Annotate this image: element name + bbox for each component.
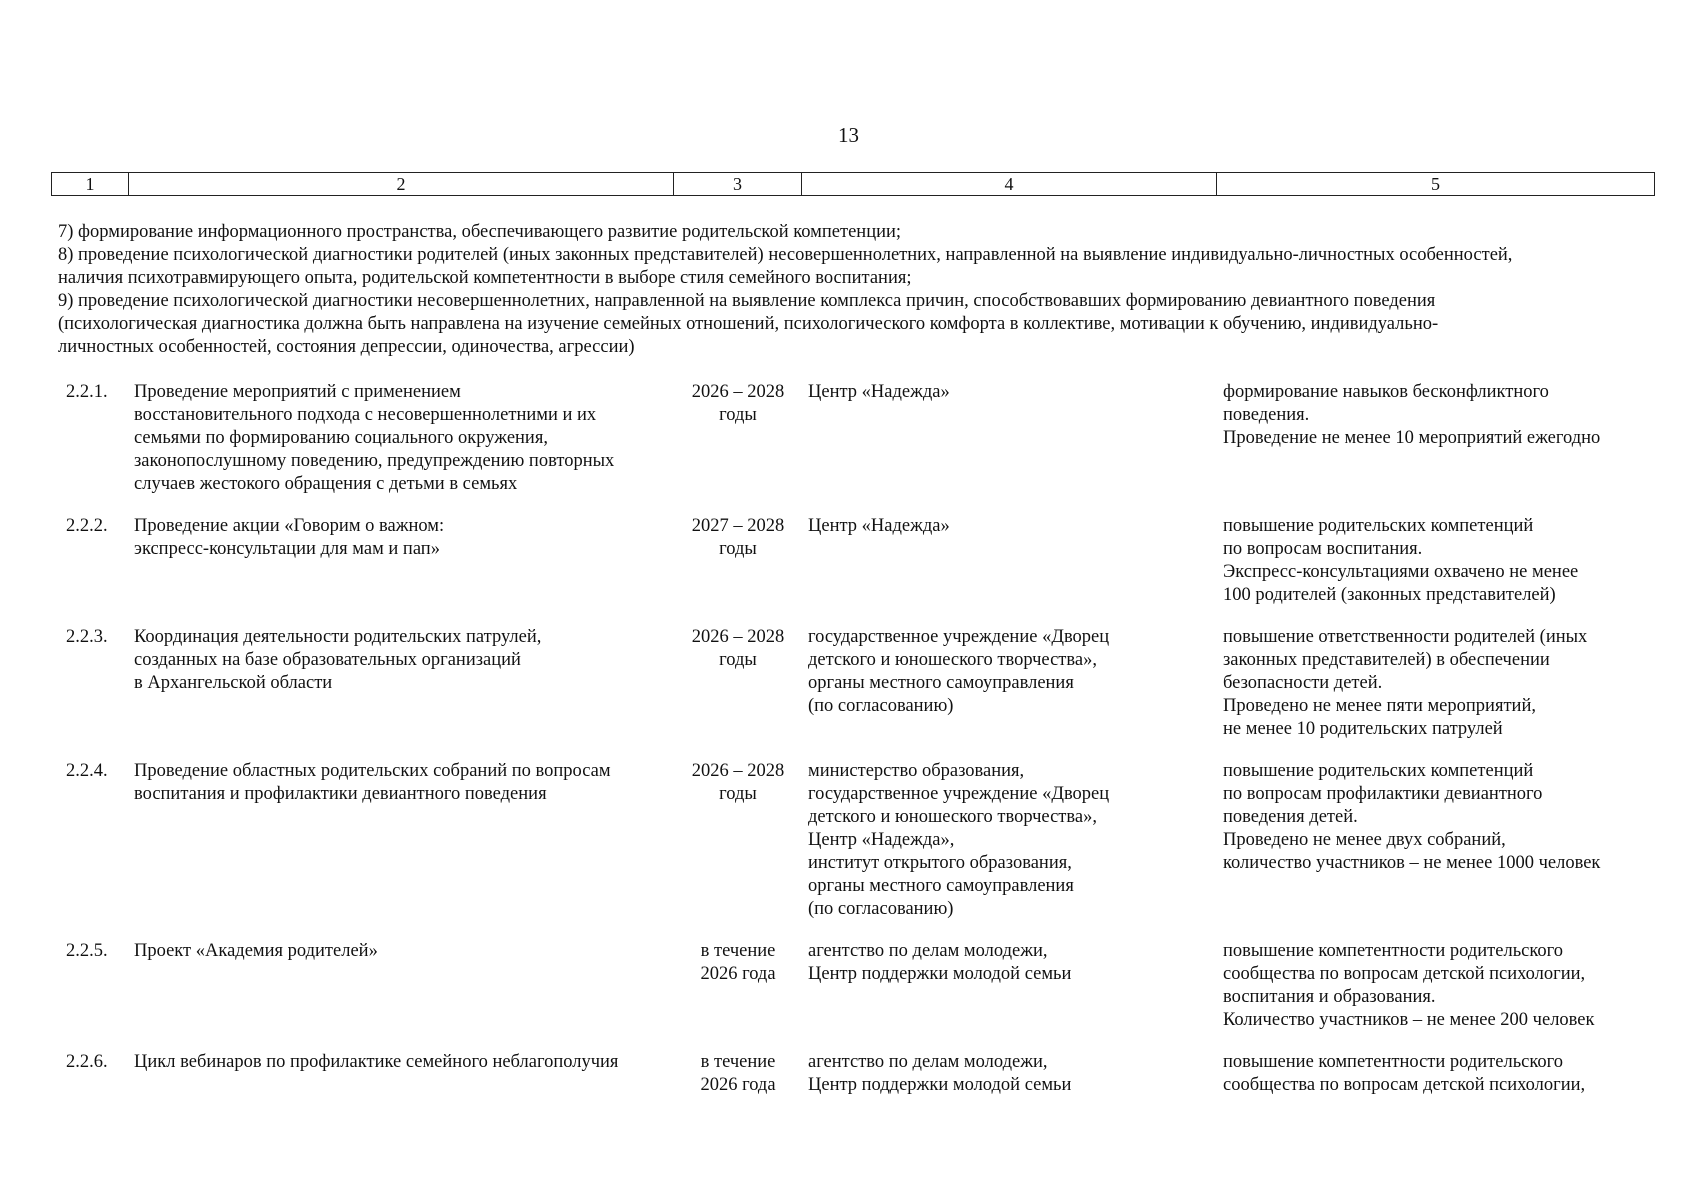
row-result: повышение родительских компетенций по вопросам профилактики девиантного поведения детей. Проведено не менее двух собраний, количество участников – не менее 1000 человек (1223, 761, 1601, 873)
row-activity: Проект «Академия родителей» (134, 941, 378, 961)
table-row (51, 626, 1655, 741)
header-col-3: 3 (674, 173, 802, 195)
row-executor: Центр «Надежда» (808, 516, 950, 536)
table-row (51, 940, 1655, 1032)
row-result: повышение компетентности родительского сообщества по вопросам детской психологии, воспитания и образования. Количество участников – не менее 200 человек (1223, 941, 1595, 1030)
row-executor: Центр «Надежда» (808, 382, 950, 402)
intro-item-7: 7) формирование информационного пространства, обеспечивающего развитие родительской компетенции; (58, 222, 902, 242)
row-period: 2027 – 2028 годы (691, 516, 785, 559)
row-period: 2026 – 2028 годы (691, 382, 785, 425)
row-activity: Цикл вебинаров по профилактике семейного неблагополучия (134, 1052, 619, 1072)
row-period: 2026 – 2028 годы (691, 627, 785, 670)
table-row (51, 381, 1655, 496)
header-col-4: 4 (802, 173, 1217, 195)
table-row (51, 1051, 1655, 1097)
row-executor: министерство образования, государственное учреждение «Дворец детского и юношеского творчества», Центр «Надежда», институт открытого образования, органы местного самоуправления (по согласованию) (808, 761, 1110, 919)
header-col-2: 2 (129, 173, 674, 195)
row-result: повышение компетентности родительского сообщества по вопросам детской психологии, (1223, 1052, 1586, 1095)
row-activity: Проведение акции «Говорим о важном: экспресс-консультации для мам и пап» (134, 516, 445, 559)
row-executor: агентство по делам молодежи, Центр поддержки молодой семьи (808, 941, 1072, 984)
row-executor: агентство по делам молодежи, Центр поддержки молодой семьи (808, 1052, 1072, 1095)
row-result: повышение ответственности родителей (иных законных представителей) в обеспечении безопасности детей. Проведено не менее пяти мероприятий, не менее 10 родительских патрулей (1223, 627, 1588, 739)
row-number: 2.2.3. (66, 627, 108, 647)
page-number: 13 (838, 123, 859, 147)
intro-item-8: 8) проведение психологической диагностики родителей (иных законных представителей) несовершеннолетних, направленной на выявление индивидуально-личностных особенностей, наличия психотравмирующего опыта, родительской компетентности в выборе стиля семейного воспитания; (58, 245, 1513, 288)
table-header-row (51, 172, 1655, 196)
row-period: в течение 2026 года (700, 1052, 776, 1095)
table-row (51, 760, 1655, 921)
row-executor: государственное учреждение «Дворец детского и юношеского творчества», органы местного самоуправления (по согласованию) (808, 627, 1110, 716)
row-number: 2.2.6. (66, 1052, 108, 1072)
row-activity: Проведение мероприятий с применением восстановительного подхода с несовершеннолетними и их семьями по формированию социального окружения, законопослушному поведению, предупреждению повторных случаев жестокого обращения с детьми в семьях (134, 382, 615, 494)
row-number: 2.2.2. (66, 516, 108, 536)
row-activity: Координация деятельности родительских патрулей, созданных на базе образовательных организаций в Архангельской области (134, 627, 542, 693)
activity-table (51, 381, 1655, 1116)
row-number: 2.2.5. (66, 941, 108, 961)
row-result: повышение родительских компетенций по вопросам воспитания. Экспресс-консультациями охвачено не менее 100 родителей (законных представителей) (1223, 516, 1579, 605)
table-row (51, 515, 1655, 607)
row-period: в течение 2026 года (700, 941, 776, 984)
row-number: 2.2.4. (66, 761, 108, 781)
intro-text (58, 221, 1658, 359)
intro-item-9: 9) проведение психологической диагностики несовершеннолетних, направленной на выявление комплекса причин, способствовавших формированию девиантного поведения (психологическая диагностика должна быть направлена на изучение семейных отношений, психологического комфорта в коллективе, мотивации к обучению, индивидуально- личностных особенностей, состояния депрессии, одиночества, агрессии) (58, 291, 1439, 357)
row-activity: Проведение областных родительских собраний по вопросам воспитания и профилактики девиантного поведения (134, 761, 611, 804)
row-result: формирование навыков бесконфликтного поведения. Проведение не менее 10 мероприятий ежегодно (1223, 382, 1601, 448)
header-col-1: 1 (52, 173, 129, 195)
row-number: 2.2.1. (66, 382, 108, 402)
header-col-5: 5 (1431, 174, 1440, 194)
row-period: 2026 – 2028 годы (691, 761, 785, 804)
